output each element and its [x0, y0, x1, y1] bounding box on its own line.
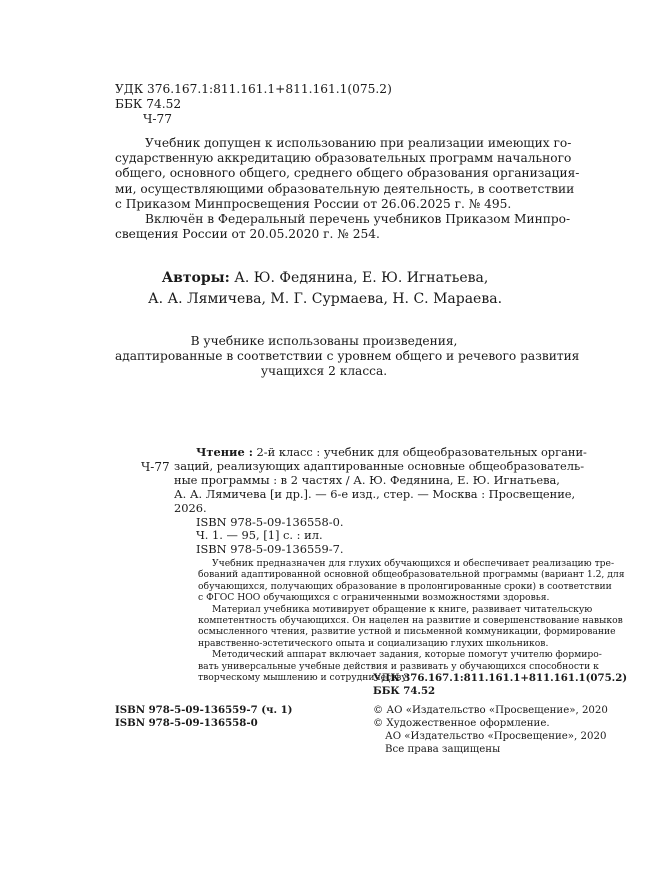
catalog-title: Чтение :	[196, 445, 253, 459]
federal-list-line: свещения России от 20.05.2020 г. № 254.	[115, 227, 380, 242]
footer-isbn	[115, 704, 292, 730]
copyright-line: АО «Издательство «Просвещение», 2020	[385, 731, 607, 742]
catalog-part: Ч. 1. — 95, [1] с. : ил.	[196, 528, 323, 543]
approval-block	[115, 136, 580, 242]
annotation-line: осмысленного чтения, развитие устной и письменной коммуникации, формирование	[198, 626, 616, 638]
adaptation-line: В учебнике использованы произведения,	[190, 334, 458, 348]
catalog-udk: УДК 376.167.1:811.161.1+811.161.1(075.2)	[373, 672, 628, 684]
authors-line-2: А. А. Лямичева, М. Г. Сурмаева, Н. С. Мараева.	[147, 291, 503, 307]
annotation-line: компетентность обучающихся. Он нацелен на развитие и совершенствование навыков	[198, 615, 623, 627]
catalog-line: заций, реализующих адаптированные основные общеобразователь-	[174, 458, 585, 473]
approval-line: сударственную аккредитацию образовательных программ начального	[115, 151, 572, 166]
catalog-line: А. А. Лямичева [и др.]. — 6-е изд., стер. — Москва : Просвещение,	[174, 486, 576, 501]
approval-line: Учебник допущен к использованию при реализации имеющих го-	[145, 136, 572, 150]
catalog-annotation	[198, 558, 625, 684]
annotation-line: творческому мышлению и сотрудничеству.	[198, 672, 410, 684]
approval-line: ми, осуществляющими образовательную деятельность, в соответствии	[115, 181, 575, 196]
bbk-code: ББК 74.52	[115, 97, 182, 112]
catalog-isbn-general: ISBN 978-5-09-136558-0.	[196, 514, 344, 529]
adaptation-line: учащихся 2 класса.	[260, 364, 388, 379]
header-codes	[115, 82, 392, 128]
annotation-line: Материал учебника мотивирует обращение к книге, развивает читательскую	[212, 603, 593, 615]
catalog-card-mark: Ч-77	[141, 460, 170, 474]
annotation-line: нравственно-эстетического опыта и социализацию глухих школьников.	[198, 637, 549, 649]
authors-block	[115, 268, 535, 310]
adaptation-note	[115, 334, 580, 380]
catalog-bbk: ББК 74.52	[373, 685, 436, 697]
approval-line: общего, основного общего, среднего общего образования организация-	[115, 166, 580, 181]
catalog-codes	[373, 672, 627, 698]
annotation-line: вать универсальные учебные действия и развивать у обучающихся способности к	[198, 660, 599, 672]
copyright-line: Все права защищены	[385, 744, 501, 755]
federal-list-line: Включён в Федеральный перечень учебников Приказом Минпро-	[145, 212, 571, 227]
approval-line: с Приказом Минпросвещения России от 26.06.2025 г. № 495.	[115, 196, 512, 211]
catalog-card	[174, 445, 587, 557]
catalog-isbn-part: ISBN 978-5-09-136559-7.	[196, 542, 344, 557]
authors-line-1: А. Ю. Федянина, Е. Ю. Игнатьева,	[234, 270, 489, 286]
footer-isbn-general: ISBN 978-5-09-136558-0	[115, 717, 258, 729]
footer-copyright	[373, 704, 608, 756]
udk-code: УДК 376.167.1:811.161.1+811.161.1(075.2)	[115, 82, 392, 96]
annotation-line: обучающихся, получающих образование в пролонгированные сроки) в соответствии	[198, 580, 612, 592]
footer-isbn-part1: ISBN 978-5-09-136559-7 (ч. 1)	[115, 704, 293, 716]
catalog-line: 2-й класс : учебник для общеобразовательных органи-	[252, 445, 587, 459]
copyright-line: © Художественное оформление.	[373, 718, 550, 729]
copyright-line: © АО «Издательство «Просвещение», 2020	[373, 705, 608, 716]
author-mark: Ч-77	[143, 112, 173, 127]
catalog-line: 2026.	[174, 500, 207, 515]
annotation-line: Учебник предназначен для глухих обучающихся и обеспечивает реализацию тре-	[212, 558, 615, 569]
annotation-line: с ФГОС НОО обучающихся с ограниченными возможностями здоровья.	[198, 592, 550, 604]
annotation-line: бований адаптированной основной общеобразовательной программы (вариант 1.2, для	[198, 569, 625, 581]
annotation-line: Методический аппарат включает задания, которые помогут учителю формиро-	[212, 649, 602, 661]
authors-label: Авторы:	[161, 270, 230, 286]
catalog-line: ные программы : в 2 частях / А. Ю. Федянина, Е. Ю. Игнатьева,	[174, 472, 560, 487]
adaptation-line: адаптированные в соответствии с уровнем общего и речевого развития	[115, 349, 580, 364]
